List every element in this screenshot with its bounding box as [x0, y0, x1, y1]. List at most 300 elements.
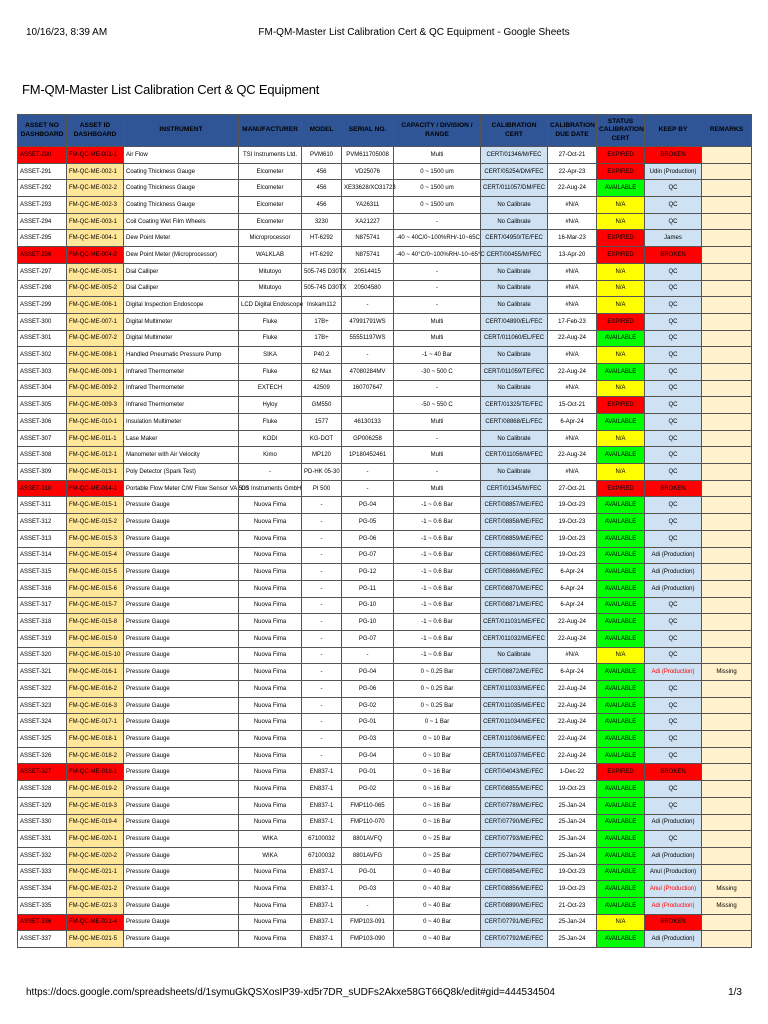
cell-status: N/A	[597, 263, 645, 280]
cell-cert: CERT/08860/ME/FEC	[481, 547, 548, 564]
cell-due-date: 19-Oct-23	[548, 864, 597, 881]
cell-instrument: Handled Pneumatic Pressure Pump	[124, 347, 239, 364]
cell-manufacturer: Nuova Fima	[239, 564, 302, 581]
cell-serial: PG-01	[342, 864, 394, 881]
cell-keep-by: QC	[645, 464, 702, 481]
cell-remarks	[702, 313, 752, 330]
cell-capacity: -1 ~ 0.6 Bar	[394, 530, 481, 547]
cell-remarks	[702, 697, 752, 714]
cell-keep-by: James	[645, 230, 702, 247]
cell-asset-no: ASSET-313	[18, 530, 67, 547]
cell-instrument: Dew Point Meter	[124, 230, 239, 247]
col-header-asset-id: ASSET ID DASHBOARD	[67, 115, 124, 147]
cell-asset-no: ASSET-333	[18, 864, 67, 881]
cell-due-date: 22-Aug-24	[548, 447, 597, 464]
cell-capacity: Multi	[394, 147, 481, 164]
table-row	[18, 797, 752, 814]
cell-capacity: 0 ~ 40 Bar	[394, 914, 481, 931]
cell-due-date: 22-Aug-24	[548, 614, 597, 631]
cell-keep-by: QC	[645, 514, 702, 531]
cell-due-date: 13-Apr-20	[548, 247, 597, 264]
cell-manufacturer: KODI	[239, 430, 302, 447]
cell-remarks	[702, 764, 752, 781]
cell-due-date: #N/A	[548, 647, 597, 664]
cell-model: -	[302, 697, 342, 714]
table-row	[18, 897, 752, 914]
cell-model: KG-DOT	[302, 430, 342, 447]
cell-asset-id: FM-QC-ME-007-1	[67, 313, 124, 330]
table-row	[18, 714, 752, 731]
cell-manufacturer: Nuova Fima	[239, 597, 302, 614]
cell-model: -	[302, 714, 342, 731]
table-row	[18, 831, 752, 848]
cell-capacity: -	[394, 464, 481, 481]
cell-cert: CERT/04950/TE/FEC	[481, 230, 548, 247]
cell-status: N/A	[597, 647, 645, 664]
header-row	[18, 115, 752, 147]
cell-cert: CERT/011031/ME/FEC	[481, 614, 548, 631]
cell-due-date: #N/A	[548, 213, 597, 230]
cell-remarks: Missing	[702, 664, 752, 681]
cell-instrument: Pressure Gauge	[124, 931, 239, 948]
cell-asset-no: ASSET-327	[18, 764, 67, 781]
cell-asset-no: ASSET-302	[18, 347, 67, 364]
cell-model: PVM610	[302, 147, 342, 164]
cell-cert: No Calibrate	[481, 280, 548, 297]
cell-keep-by: QC	[645, 197, 702, 214]
cell-model: EN837-1	[302, 814, 342, 831]
cell-asset-no: ASSET-332	[18, 847, 67, 864]
cell-instrument: Infrared Thermometer	[124, 363, 239, 380]
cell-asset-id: FM-QC-ME-016-1	[67, 664, 124, 681]
cell-due-date: 19-Oct-23	[548, 514, 597, 531]
cell-asset-id: FM-QC-ME-015-6	[67, 580, 124, 597]
cell-remarks	[702, 414, 752, 431]
cell-asset-id: FM-QC-ME-016-3	[67, 697, 124, 714]
cell-cert: CERT/04043/ME/FEC	[481, 764, 548, 781]
cell-asset-id: FM-QC-ME-004-2	[67, 247, 124, 264]
cell-model: 17B+	[302, 313, 342, 330]
cell-cert: CERT/011059/TE/FEC	[481, 363, 548, 380]
cell-capacity: 0 ~ 10 Bar	[394, 747, 481, 764]
cell-manufacturer: Microprocessor	[239, 230, 302, 247]
cell-keep-by: QC	[645, 797, 702, 814]
cell-due-date: 16-Mar-23	[548, 230, 597, 247]
cell-remarks	[702, 914, 752, 931]
cell-manufacturer: Elcometer	[239, 213, 302, 230]
cell-status: AVAILABLE	[597, 864, 645, 881]
cell-due-date: 15-Oct-21	[548, 397, 597, 414]
cell-asset-id: FM-QC-ME-018-2	[67, 747, 124, 764]
cell-status: AVAILABLE	[597, 697, 645, 714]
cell-cert: No Calibrate	[481, 647, 548, 664]
cell-serial: PVM611705008	[342, 147, 394, 164]
table-row	[18, 847, 752, 864]
cell-remarks	[702, 580, 752, 597]
cell-status: AVAILABLE	[597, 580, 645, 597]
cell-asset-no: ASSET-290	[18, 147, 67, 164]
cell-asset-id: FM-QC-ME-002-2	[67, 180, 124, 197]
cell-serial: PG-02	[342, 781, 394, 798]
cell-remarks	[702, 464, 752, 481]
cell-keep-by: QC	[645, 530, 702, 547]
cell-status: AVAILABLE	[597, 597, 645, 614]
cell-instrument: Pressure Gauge	[124, 831, 239, 848]
cell-capacity: -50 ~ 550 C	[394, 397, 481, 414]
cell-serial: PG-07	[342, 630, 394, 647]
cell-status: AVAILABLE	[597, 681, 645, 698]
cell-instrument: Poly Detector (Spark Test)	[124, 464, 239, 481]
cell-asset-id: FM-QC-ME-021-5	[67, 931, 124, 948]
cell-capacity: 0 ~ 0.25 Bar	[394, 681, 481, 698]
cell-remarks	[702, 147, 752, 164]
cell-asset-no: ASSET-334	[18, 881, 67, 898]
table-row	[18, 363, 752, 380]
cell-model: P40.2	[302, 347, 342, 364]
cell-capacity: 0 ~ 40 Bar	[394, 864, 481, 881]
cell-keep-by: QC	[645, 397, 702, 414]
cell-cert: CERT/08857/ME/FEC	[481, 497, 548, 514]
cell-model: EN837-1	[302, 897, 342, 914]
cell-asset-no: ASSET-317	[18, 597, 67, 614]
cell-keep-by: QC	[645, 630, 702, 647]
cell-cert: CERT/011034/ME/FEC	[481, 714, 548, 731]
cell-remarks	[702, 747, 752, 764]
cell-serial: -	[342, 297, 394, 314]
cell-manufacturer: Nuova Fima	[239, 747, 302, 764]
cell-capacity: -	[394, 430, 481, 447]
cell-instrument: Pressure Gauge	[124, 614, 239, 631]
table-row	[18, 263, 752, 280]
table-row	[18, 564, 752, 581]
cell-serial: PG-01	[342, 714, 394, 731]
table-row	[18, 163, 752, 180]
cell-capacity: 0 ~ 25 Bar	[394, 847, 481, 864]
cell-serial: 8801AVFQ	[342, 831, 394, 848]
cell-due-date: #N/A	[548, 347, 597, 364]
cell-due-date: 22-Aug-24	[548, 363, 597, 380]
cell-capacity: 0 ~ 1500 um	[394, 197, 481, 214]
cell-capacity: 0 ~ 16 Bar	[394, 781, 481, 798]
cell-instrument: Pressure Gauge	[124, 497, 239, 514]
cell-manufacturer: Nuova Fima	[239, 931, 302, 948]
cell-remarks	[702, 630, 752, 647]
cell-instrument: Insulation Multimeter	[124, 414, 239, 431]
cell-asset-id: FM-QC-ME-002-3	[67, 197, 124, 214]
cell-remarks: Missing	[702, 897, 752, 914]
cell-model: -	[302, 614, 342, 631]
cell-keep-by: Adi (Production)	[645, 897, 702, 914]
cell-capacity: -40 ~ 40C/0~100%RH/-10~65C	[394, 230, 481, 247]
cell-remarks	[702, 213, 752, 230]
cell-serial: FMP110-065	[342, 797, 394, 814]
cell-status: AVAILABLE	[597, 747, 645, 764]
document-title: FM-QM-Master List Calibration Cert & QC Equipment	[22, 82, 320, 97]
cell-cert: CERT/07794/ME/FEC	[481, 847, 548, 864]
cell-status: EXPIRED	[597, 480, 645, 497]
cell-remarks	[702, 263, 752, 280]
cell-instrument: Pressure Gauge	[124, 914, 239, 931]
cell-capacity: -1 ~ 0.6 Bar	[394, 630, 481, 647]
cell-manufacturer: Nuova Fima	[239, 814, 302, 831]
table-row	[18, 497, 752, 514]
cell-asset-no: ASSET-330	[18, 814, 67, 831]
cell-model: -	[302, 681, 342, 698]
cell-keep-by: Adi (Production)	[645, 664, 702, 681]
cell-keep-by: BROKEN	[645, 247, 702, 264]
cell-asset-no: ASSET-329	[18, 797, 67, 814]
cell-serial: PG-01	[342, 764, 394, 781]
cell-capacity: 0 ~ 1500 um	[394, 163, 481, 180]
cell-status: AVAILABLE	[597, 447, 645, 464]
cell-capacity: 0 ~ 10 Bar	[394, 731, 481, 748]
col-header-model: MODEL	[302, 115, 342, 147]
cell-keep-by: QC	[645, 681, 702, 698]
cell-due-date: 22-Aug-24	[548, 681, 597, 698]
cell-asset-id: FM-QC-ME-015-3	[67, 530, 124, 547]
col-header-capacity: CAPACITY / DIVISION / RANGE	[394, 115, 481, 147]
cell-keep-by: QC	[645, 430, 702, 447]
cell-asset-no: ASSET-319	[18, 630, 67, 647]
cell-status: EXPIRED	[597, 147, 645, 164]
table-row	[18, 781, 752, 798]
cell-due-date: 6-Apr-24	[548, 597, 597, 614]
cell-model: -	[302, 664, 342, 681]
cell-model: -	[302, 547, 342, 564]
cell-capacity: 0 ~ 25 Bar	[394, 831, 481, 848]
cell-due-date: 22-Aug-24	[548, 697, 597, 714]
cell-capacity: Multi	[394, 313, 481, 330]
cell-status: AVAILABLE	[597, 881, 645, 898]
cell-asset-id: FM-QC-ME-019-2	[67, 781, 124, 798]
cell-due-date: 22-Aug-24	[548, 714, 597, 731]
cell-manufacturer: Fluke	[239, 414, 302, 431]
cell-asset-no: ASSET-325	[18, 731, 67, 748]
table-row	[18, 864, 752, 881]
cell-manufacturer: Nuova Fima	[239, 664, 302, 681]
cell-cert: CERT/011056/M/FEC	[481, 447, 548, 464]
cell-due-date: 22-Aug-24	[548, 180, 597, 197]
cell-capacity: 0 ~ 16 Bar	[394, 764, 481, 781]
cell-manufacturer: WIKA	[239, 831, 302, 848]
table-row	[18, 580, 752, 597]
table-row	[18, 330, 752, 347]
cell-due-date: 25-Jan-24	[548, 914, 597, 931]
cell-status: AVAILABLE	[597, 781, 645, 798]
table-row	[18, 464, 752, 481]
table-row	[18, 931, 752, 948]
cell-remarks	[702, 247, 752, 264]
table-row	[18, 414, 752, 431]
cell-capacity: -1 ~ 0.6 Bar	[394, 647, 481, 664]
cell-status: AVAILABLE	[597, 847, 645, 864]
cell-remarks	[702, 797, 752, 814]
cell-keep-by: QC	[645, 831, 702, 848]
cell-cert: CERT/01345/M/FEC	[481, 480, 548, 497]
cell-status: AVAILABLE	[597, 714, 645, 731]
cell-due-date: 22-Apr-23	[548, 163, 597, 180]
cell-asset-no: ASSET-328	[18, 781, 67, 798]
cell-due-date: 19-Oct-23	[548, 530, 597, 547]
cell-manufacturer: Nuova Fima	[239, 731, 302, 748]
cell-status: AVAILABLE	[597, 414, 645, 431]
cell-status: N/A	[597, 347, 645, 364]
cell-manufacturer: WALKLAB	[239, 247, 302, 264]
cell-cert: CERT/011032/ME/FEC	[481, 630, 548, 647]
cell-manufacturer: Mitutoyo	[239, 263, 302, 280]
cell-model: -	[302, 514, 342, 531]
cell-status: EXPIRED	[597, 163, 645, 180]
table-row	[18, 614, 752, 631]
cell-manufacturer: Nuova Fima	[239, 497, 302, 514]
cell-capacity: -1 ~ 0.6 Bar	[394, 597, 481, 614]
cell-capacity: -	[394, 213, 481, 230]
cell-serial: PG-03	[342, 731, 394, 748]
cell-status: N/A	[597, 380, 645, 397]
cell-asset-id: FM-QC-ME-003-1	[67, 213, 124, 230]
cell-manufacturer: WIKA	[239, 847, 302, 864]
cell-capacity: 0 ~ 0.25 Bar	[394, 697, 481, 714]
cell-model: 42509	[302, 380, 342, 397]
cell-model: GM550	[302, 397, 342, 414]
cell-instrument: Pressure Gauge	[124, 881, 239, 898]
cell-status: AVAILABLE	[597, 664, 645, 681]
cell-keep-by: Adi (Production)	[645, 847, 702, 864]
cell-keep-by: QC	[645, 614, 702, 631]
table-row	[18, 213, 752, 230]
cell-remarks	[702, 180, 752, 197]
cell-instrument: Pressure Gauge	[124, 814, 239, 831]
cell-asset-id: FM-QC-ME-015-1	[67, 497, 124, 514]
cell-cert: CERT/04890/EL/FEC	[481, 313, 548, 330]
cell-keep-by: QC	[645, 180, 702, 197]
cell-capacity: 0 ~ 40 Bar	[394, 897, 481, 914]
table-body	[18, 147, 752, 948]
cell-cert: CERT/05254/DM/FEC	[481, 163, 548, 180]
table-row	[18, 347, 752, 364]
cell-serial: PG-06	[342, 681, 394, 698]
cell-manufacturer: Nuova Fima	[239, 630, 302, 647]
print-datetime: 10/16/23, 8:39 AM	[26, 27, 108, 38]
cell-instrument: Coating Thickness Gauge	[124, 163, 239, 180]
cell-asset-id: FM-QC-ME-015-9	[67, 630, 124, 647]
cell-instrument: Pressure Gauge	[124, 514, 239, 531]
cell-status: AVAILABLE	[597, 180, 645, 197]
col-header-keep-by: KEEP BY	[645, 115, 702, 147]
cell-asset-id: FM-QC-ME-010-1	[67, 414, 124, 431]
table-row	[18, 647, 752, 664]
cell-instrument: Coating Thickness Gauge	[124, 180, 239, 197]
cell-cert: CERT/08858/ME/FEC	[481, 514, 548, 531]
cell-remarks	[702, 564, 752, 581]
cell-asset-no: ASSET-299	[18, 297, 67, 314]
cell-remarks	[702, 864, 752, 881]
cell-asset-no: ASSET-294	[18, 213, 67, 230]
table-row	[18, 814, 752, 831]
cell-due-date: 25-Jan-24	[548, 931, 597, 948]
cell-cert: CERT/011036/ME/FEC	[481, 731, 548, 748]
cell-due-date: #N/A	[548, 197, 597, 214]
cell-asset-id: FM-QC-ME-021-2	[67, 881, 124, 898]
cell-manufacturer: Mitutoyo	[239, 280, 302, 297]
cell-keep-by: QC	[645, 647, 702, 664]
cell-serial: 47991791WS	[342, 313, 394, 330]
cell-cert: CERT/07790/ME/FEC	[481, 814, 548, 831]
cell-status: EXPIRED	[597, 313, 645, 330]
cell-manufacturer: Nuova Fima	[239, 781, 302, 798]
cell-asset-no: ASSET-292	[18, 180, 67, 197]
cell-asset-no: ASSET-331	[18, 831, 67, 848]
cell-model: PD-HK 05-30	[302, 464, 342, 481]
cell-model: 67100032	[302, 831, 342, 848]
cell-cert: CERT/00455/M/FEC	[481, 247, 548, 264]
cell-asset-no: ASSET-320	[18, 647, 67, 664]
cell-asset-id: FM-QC-ME-015-2	[67, 514, 124, 531]
cell-cert: No Calibrate	[481, 297, 548, 314]
cell-keep-by: Adi (Production)	[645, 547, 702, 564]
cell-model: EN837-1	[302, 914, 342, 931]
cell-due-date: 19-Oct-23	[548, 781, 597, 798]
cell-instrument: Pressure Gauge	[124, 797, 239, 814]
cell-asset-id: FM-QC-ME-009-2	[67, 380, 124, 397]
cell-manufacturer: Nuova Fima	[239, 547, 302, 564]
cell-remarks	[702, 230, 752, 247]
table-row	[18, 764, 752, 781]
cell-remarks	[702, 297, 752, 314]
cell-serial: VD25076	[342, 163, 394, 180]
cell-asset-no: ASSET-318	[18, 614, 67, 631]
cell-serial: PG-12	[342, 564, 394, 581]
cell-capacity: -1 ~ 0.6 Bar	[394, 497, 481, 514]
cell-capacity: 0 ~ 1500 um	[394, 180, 481, 197]
cell-instrument: Dew Point Meter (Microprocessor)	[124, 247, 239, 264]
cell-cert: No Calibrate	[481, 464, 548, 481]
cell-serial: PG-10	[342, 614, 394, 631]
cell-cert: CERT/08869/ME/FEC	[481, 564, 548, 581]
cell-serial: FMP103-090	[342, 931, 394, 948]
table-row	[18, 230, 752, 247]
cell-manufacturer: Hyloy	[239, 397, 302, 414]
cell-model: EN837-1	[302, 931, 342, 948]
cell-serial: XE33628/XO31723	[342, 180, 394, 197]
cell-model: -	[302, 564, 342, 581]
table-row	[18, 664, 752, 681]
cell-status: AVAILABLE	[597, 897, 645, 914]
cell-cert: CERT/01325/TE/FEC	[481, 397, 548, 414]
cell-capacity: -1 ~ 0.6 Bar	[394, 547, 481, 564]
cell-remarks	[702, 814, 752, 831]
cell-due-date: 19-Oct-23	[548, 497, 597, 514]
cell-remarks	[702, 831, 752, 848]
table-row	[18, 547, 752, 564]
cell-instrument: Lase Maker	[124, 430, 239, 447]
cell-model: 456	[302, 163, 342, 180]
cell-keep-by: QC	[645, 380, 702, 397]
col-header-manufacturer: MANUFACTURER	[239, 115, 302, 147]
cell-instrument: Pressure Gauge	[124, 580, 239, 597]
cell-capacity: 0 ~ 16 Bar	[394, 814, 481, 831]
cell-asset-no: ASSET-312	[18, 514, 67, 531]
cell-capacity: -1 ~ 0.6 Bar	[394, 564, 481, 581]
cell-due-date: #N/A	[548, 263, 597, 280]
cell-serial: XA21227	[342, 213, 394, 230]
cell-keep-by: QC	[645, 697, 702, 714]
cell-status: AVAILABLE	[597, 797, 645, 814]
cell-cert: No Calibrate	[481, 197, 548, 214]
cell-model: -	[302, 747, 342, 764]
cell-asset-id: FM-QC-ME-017-1	[67, 714, 124, 731]
cell-cert: CERT/07793/ME/FEC	[481, 831, 548, 848]
